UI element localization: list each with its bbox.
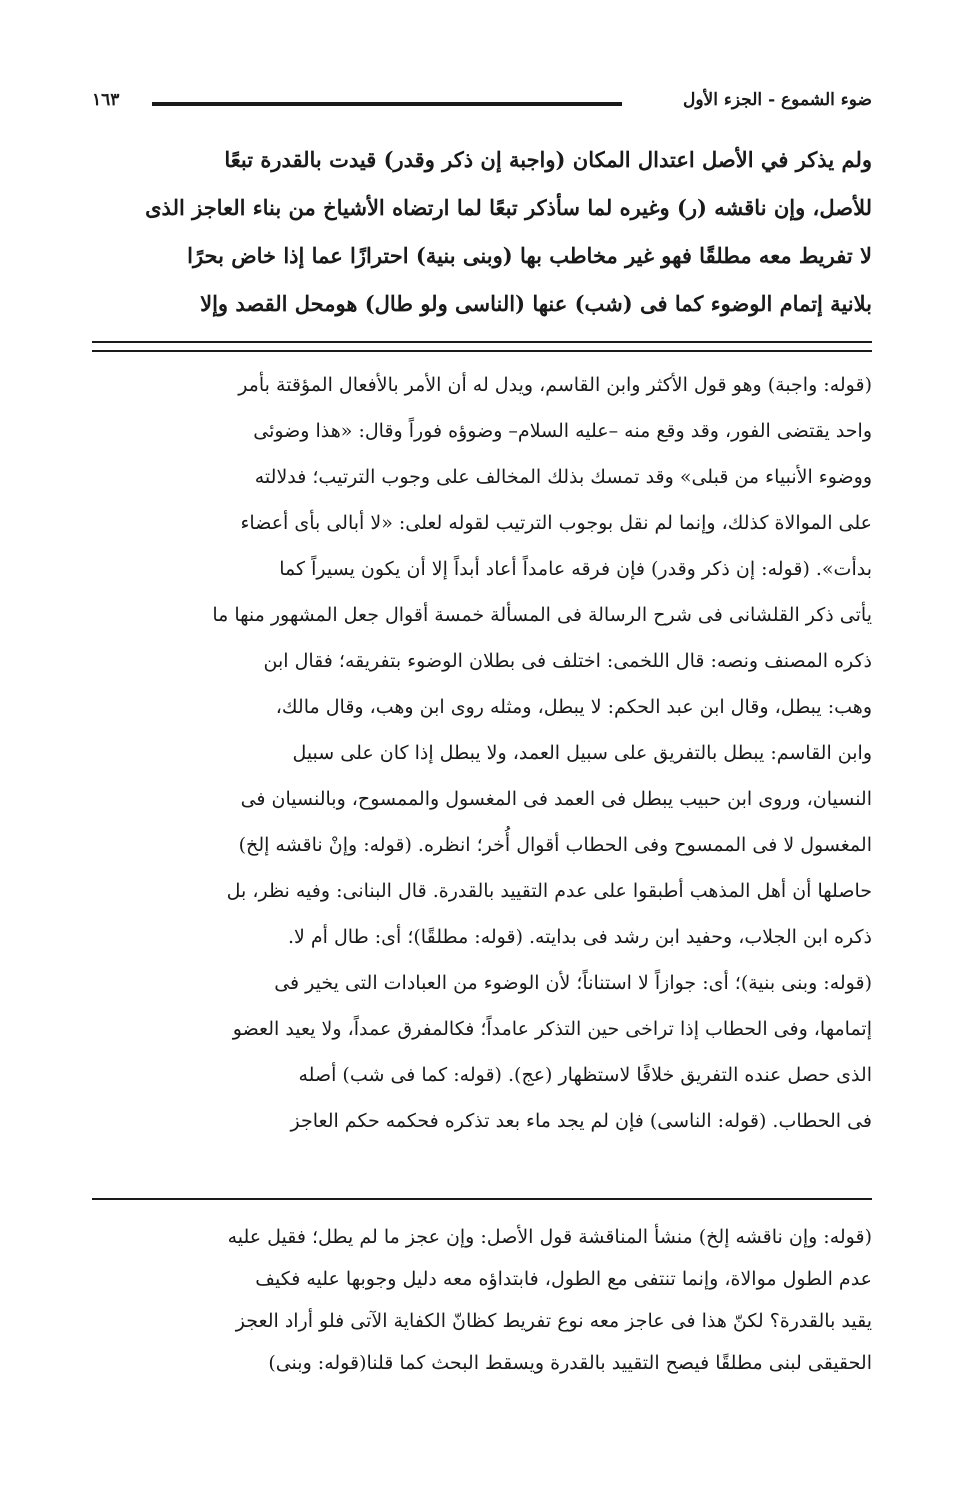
commentary-line: (قوله: واجبة) وهو قول الأكثر وابن القاسم، ويدل له أن الأمر بالأفعال المؤقتة بأمر — [238, 374, 872, 396]
commentary-line: (قوله: وبنى بنية)؛ أى: جوازاً لا استناناً؛ لأن الوضوء من العبادات التى يخير فى — [274, 972, 872, 994]
double-divider — [92, 341, 872, 352]
running-header — [92, 86, 872, 120]
commentary-line: وابن القاسم: يبطل بالتفريق على سبيل العمد، ولا يبطل إذا كان على سبيل — [292, 742, 872, 764]
footnote-line: الحقيقى لبنى مطلقًا فيصح التقييد بالقدرة ويسقط البحث كما قلنا(قوله: وبنى) — [268, 1352, 872, 1374]
commentary-line: حاصلها أن أهل المذهب أطبقوا على عدم التقييد بالقدرة. قال البنانى: وفيه نظر، بل — [226, 880, 872, 902]
footnote-text — [92, 1216, 872, 1384]
commentary-line: وهب: يبطل، وقال ابن عبد الحكم: لا يبطل، ومثله روى ابن وهب، وقال مالك، — [275, 696, 872, 718]
main-text — [92, 136, 872, 328]
commentary-line: فى الحطاب. (قوله: الناسى) فإن لم يجد ماء بعد تذكره فحكمه حكم العاجز — [290, 1110, 872, 1132]
commentary-line: ووضوء الأنبياء من قبلى» وقد تمسك بذلك المخالف على وجوب الترتيب؛ فدلالته — [254, 466, 872, 488]
footnote-divider — [92, 1198, 872, 1200]
main-line: لا تفريط معه مطلقًا فهو غير مخاطب بها (وبنى بنية) احترازًا عما إذا خاض بحرًا — [187, 243, 872, 268]
commentary-line: ذكره المصنف ونصه: قال اللخمى: اختلف فى بطلان الوضوء بتفريقه؛ فقال ابن — [263, 650, 872, 672]
page-number: ١٦٣ — [92, 90, 120, 110]
main-line: بلانية إتمام الوضوء كما فى (شب) عنها (الناسى ولو طال) هومحل القصد وإلا — [200, 291, 872, 316]
commentary-line: المغسول لا فى الممسوح وفى الحطاب أقوال أُخر؛ انظره. (قوله: وإنْ ناقشه إلخ) — [238, 834, 872, 856]
header-rule — [152, 102, 622, 106]
main-line: ولم يذكر في الأصل اعتدال المكان (واجبة إن ذكر وقدر) قيدت بالقدرة تبعًا — [224, 147, 872, 172]
header-title: ضوء الشموع - الجزء الأول — [683, 90, 872, 110]
footnote-line: يقيد بالقدرة؟ لكنّ هذا فى عاجز معه نوع تفريط كظانّ الكفاية الآتى فلو أراد العجز — [235, 1310, 872, 1332]
footnote-line: عدم الطول موالاة، وإنما تنتفى مع الطول، فابتداؤه معه دليل وجوبها عليه فكيف — [255, 1268, 872, 1290]
commentary-line: الذى حصل عنده التفريق خلافًا لاستظهار (عج). (قوله: كما فى شب) أصله — [298, 1064, 872, 1086]
commentary-line: واحد يقتضى الفور، وقد وقع منه –عليه السلام– وضوؤه فوراً وقال: «هذا وضوئى — [253, 420, 872, 442]
commentary-text — [92, 362, 872, 1144]
main-line: للأصل، وإن ناقشه (ر) وغيره لما سأذكر تبعًا لما ارتضاه الأشياخ من بناء العاجز الذى — [145, 195, 872, 220]
commentary-line: النسيان، وروى ابن حبيب يبطل فى العمد فى المغسول والممسوح، وبالنسيان فى — [240, 788, 872, 810]
commentary-line: بدأت». (قوله: إن ذكر وقدر) فإن فرقه عامداً أعاد أبداً إلا أن يكون يسيراً كما — [279, 558, 872, 580]
commentary-line: يأتى ذكر القلشانى فى شرح الرسالة فى المسألة خمسة أقوال جعل المشهور منها ما — [212, 604, 872, 626]
footnote-line: (قوله: وإن ناقشه إلخ) منشأ المناقشة قول الأصل: وإن عجز ما لم يطل؛ فقيل عليه — [227, 1226, 872, 1248]
commentary-line: ذكره ابن الجلاب، وحفيد ابن رشد فى بدايته. (قوله: مطلقًا)؛ أى: طال أم لا. — [288, 926, 872, 948]
commentary-line: إتمامها، وفى الحطاب إذا تراخى حين التذكر عامداً؛ فكالمفرق عمداً، ولا يعيد العضو — [232, 1018, 872, 1040]
commentary-line: على الموالاة كذلك، وإنما لم نقل بوجوب الترتيب لقوله لعلى: «لا أبالى بأى أعضاء — [240, 512, 872, 534]
